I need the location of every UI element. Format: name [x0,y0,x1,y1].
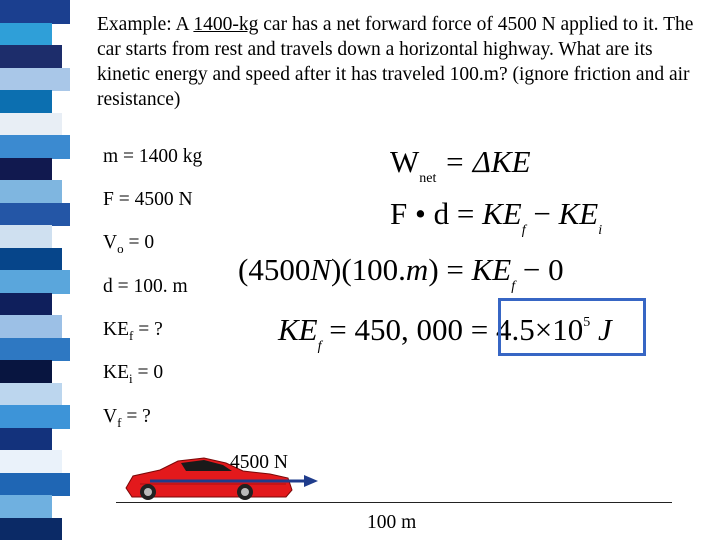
road-line [116,502,672,503]
v0-symbol: V [103,232,118,253]
eq3-meter: m [405,252,429,287]
kef-subscript: f [129,328,134,343]
kef-value: = ? [133,319,163,340]
eq4-exponent: 5 [583,315,591,330]
eq3-f-subscript: f [511,279,516,294]
problem-mass-underlined: 1400-kg [193,14,259,35]
eq1-rhs: = ΔKE [436,144,531,179]
eq2-lhs: F • d = [390,196,483,231]
eq3-distance: )(100. [331,252,406,287]
vf-symbol: V [103,406,118,427]
eq4-unit: J [590,312,612,347]
eq3-force: (4500 [238,252,311,287]
eq2-ke-initial: KE [558,196,599,231]
given-distance: d = 100. m [103,276,188,297]
vf-value: = ? [121,406,151,427]
distance-label: 100 m [367,512,417,533]
eq3-newton: N [310,252,332,287]
eq2-i-subscript: i [598,223,603,238]
kei-subscript: i [129,371,133,386]
kef-symbol: KE [103,319,129,340]
kei-symbol: KE [103,362,129,383]
vf-subscript: f [117,415,122,430]
v0-subscript: o [117,241,124,256]
eq2-ke-final: KE [482,196,522,231]
problem-text-prefix: Example: A [97,14,194,35]
force-label: 4500 N [230,452,288,473]
eq4-value: = 450, 000 = 4.5×10 [321,312,584,347]
eq3-equals: ) = [428,252,472,287]
eq1-w: W [390,144,420,179]
eq2-minus: − [525,196,559,231]
eq2-f-subscript: f [521,223,526,238]
given-mass: m = 1400 kg [103,146,203,167]
eq3-minus-zero: − 0 [515,252,564,287]
eq4-ke: KE [278,312,318,347]
eq3-ke: KE [471,252,512,287]
given-force: F = 4500 N [103,189,193,210]
problem-text-rest: car has a net forward force of 4500 N applied to it. The car starts from rest and travels down a horizontal highway. What are its kinetic energy and speed after it has traveled 100.m? (ignore friction and air resistance) [97,14,694,110]
v0-value: = 0 [123,232,155,253]
kei-value: = 0 [132,362,164,383]
eq1-net-subscript: net [419,171,437,186]
eq4-f-subscript: f [317,339,322,354]
